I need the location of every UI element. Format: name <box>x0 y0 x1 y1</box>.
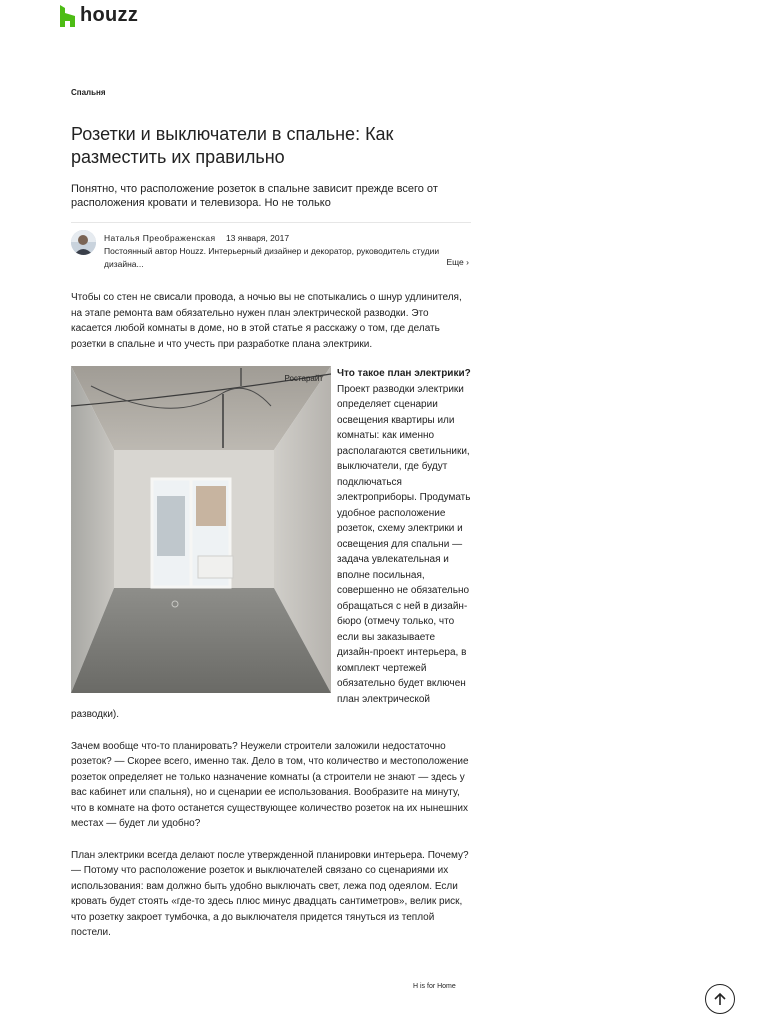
logo-wordmark: houzz <box>80 4 139 26</box>
room-photo[interactable] <box>71 366 331 693</box>
houzz-leaf-icon <box>60 5 75 27</box>
divider <box>71 222 471 223</box>
section-paragraph-2: Зачем вообще что-то планировать? Неужели строители заложили недостаточно розеток? — Скорее всего, именно так. Дело в том, что количество и местоположение розеток определяет не только назначение комнаты (а строители не знают — здесь у вас кабинет или спальня), но и сценарии ее использования. Вообразите на минуту, что в комнате на фото останется существующее количество розеток на их нынешних местах — будет ли удобно? <box>71 740 469 829</box>
section-paragraph-3: План электрики всегда делают после утвержденной планировки интерьера. Почему? — Потому что расположение розеток и выключателей связано со сценариями их использования: вам должно быть удобно выключать свет, лежа под одеялом. Если кровать будет стоять «где-то здесь плюс минус двадцать сантиметров», велик риск, что розетку закроет тумбочка, а до выключателя придется тянуться из теплой постели. <box>71 849 469 938</box>
photo-credit[interactable]: Ростарайт <box>284 374 323 383</box>
scroll-to-top-button[interactable] <box>705 984 735 1014</box>
more-label: Еще <box>446 257 464 267</box>
section-subheading: Что такое план электрики? <box>337 368 471 379</box>
author-name[interactable]: Наталья Преображенская <box>104 233 216 243</box>
chevron-right-icon: › <box>466 257 469 267</box>
article-lead: Понятно, что расположение розеток в спальне зависит прежде всего от расположения кровати и телевизора. Но не только <box>71 183 438 209</box>
article <box>71 88 471 941</box>
figure-block <box>71 366 471 723</box>
publish-date: 13 января, 2017 <box>225 233 290 243</box>
article-title: Розетки и выключатели в спальне: Как разместить их правильно <box>71 124 394 167</box>
author-info <box>104 232 471 271</box>
avatar[interactable] <box>71 230 96 255</box>
intro-paragraph: Чтобы со стен не свисали провода, а ночью вы не спотыкались о шнур удлинителя, на этапе ремонта вам обязательно нужен план электрической разводки. Это касается любой комнаты в доме, но в этой статье я расскажу о том, где делать розетки в спальне и что учесть при разработке плана электрики. <box>71 292 462 350</box>
author-bio: Постоянный автор Houzz. Интерьерный дизайнер и декоратор, руководитель студии дизайна... <box>104 246 440 269</box>
footer-link[interactable]: H is for Home <box>413 983 456 990</box>
top-bar <box>0 0 768 36</box>
author-more-link[interactable] <box>446 257 469 267</box>
section-paragraph-1: Проект разводки электрики определяет сценарии освещения квартиры или комнаты: как именно располагаются светильники, выключатели, где будут подключаться электроприборы. Продумать удобное расположение розеток, схему электрики и освещения для спальни — задача увлекательная и вполне посильная, совершенно не обязательно обращаться с ней в дизайн-бюро (отмечу только, что если вы заказываете дизайн-проект интерьера, в комплект чертежей обязательно будет включен план электрической разводки). <box>71 383 471 720</box>
arrow-up-icon <box>713 992 727 1006</box>
author-block <box>71 230 471 276</box>
category-link[interactable]: Спальня <box>71 88 106 97</box>
houzz-logo[interactable] <box>60 4 138 27</box>
